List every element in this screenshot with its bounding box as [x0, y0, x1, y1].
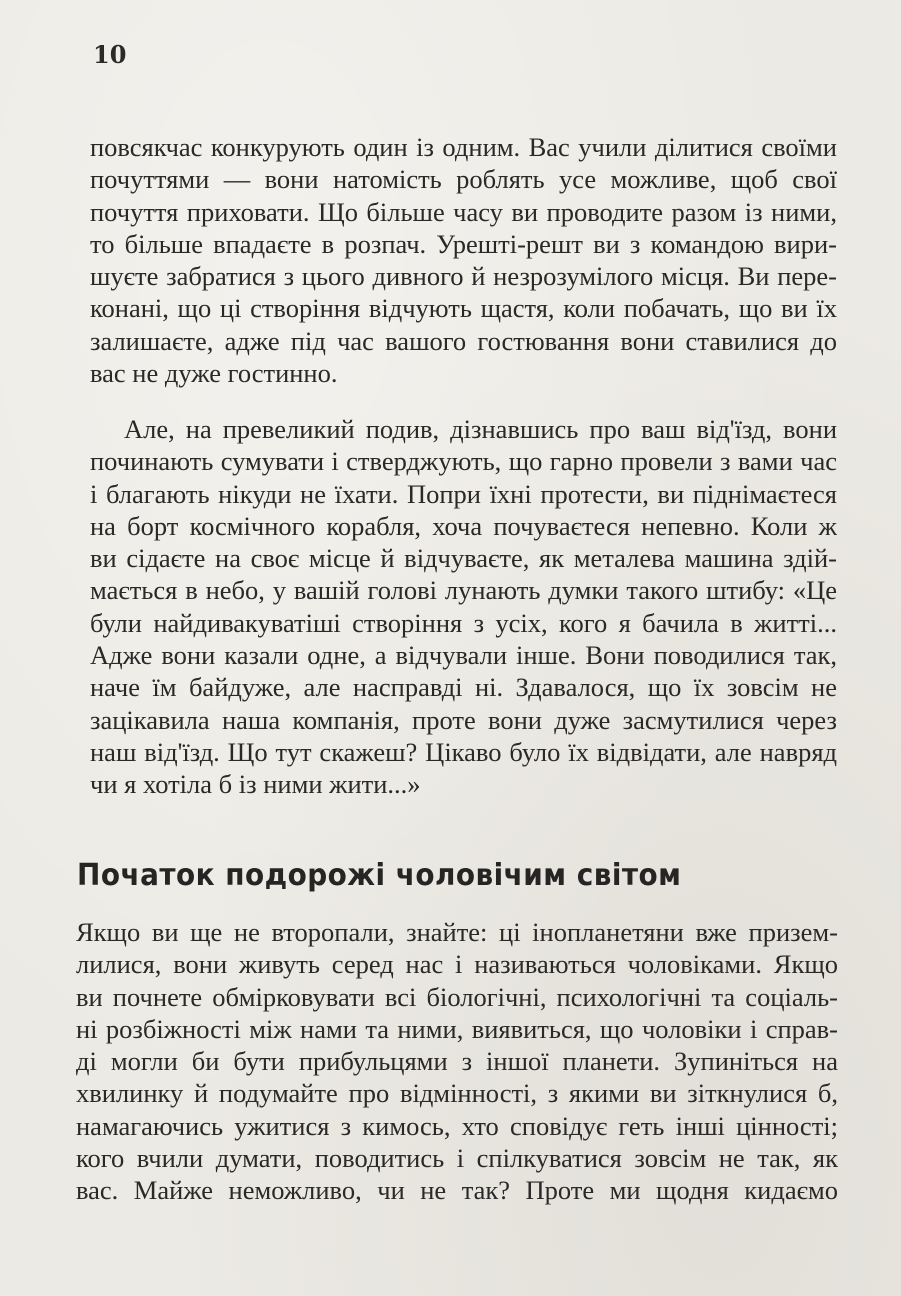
text-line: були найдивакуватіші створіння з усіх, кого я бачила в житті... [90, 607, 837, 638]
text-line: вас. Майже неможливо, чи не так? Проте ми щодня кидаємо [76, 1175, 838, 1206]
text-line: хвилинку й подумайте про відмінності, з якими ви зіткнулися б, [76, 1078, 838, 1109]
text-line: почуття приховати. Що більше часу ви проводите разом із ними, [90, 196, 837, 227]
text-line: наш від'їзд. Що тут скажеш? Цікаво було їх відвідати, але навряд [90, 736, 837, 767]
text-line: зацікавила наша компанія, проте вони дуже засмутилися через [90, 704, 837, 735]
text-line: ні розбіжності між нами та ними, виявиться, що чоловіки і справ- [76, 1013, 838, 1044]
text-line: на борт космічного корабля, хоча почуваєтеся непевно. Коли ж [90, 510, 837, 541]
text-line: лилися, вони живуть серед нас і називаються чоловіками. Якщо [76, 949, 838, 980]
text-line: почуттями — вони натомість роблять усе можливе, щоб свої [90, 164, 837, 195]
text-line: кого вчили думати, поводитись і спілкуватися зовсім не так, як [76, 1143, 838, 1174]
text-line: повсякчас конкурують один із одним. Вас учили ділитися своїми [90, 132, 837, 162]
text-line: вас не дуже гостинно. [90, 358, 338, 389]
text-line: ви сідаєте на своє місце й відчуваєте, як металева машина здій- [90, 543, 837, 574]
text-line: Якщо ви ще не второпали, знайте: ці інопланетяни вже призем- [76, 917, 838, 947]
text-line: конані, що ці створіння відчують щастя, коли побачать, що ви їх [90, 293, 837, 324]
paragraph-2 [90, 413, 837, 801]
text-line: чи я хотіла б із ними жити...» [90, 769, 421, 800]
text-line: намагаючись ужитися з кимось, хто сповідує геть інші цінності; [76, 1110, 838, 1141]
text-line: залишаєте, адже під час вашого гостювання вони ставилися до [90, 325, 837, 356]
text-line: починають сумувати і стверджують, що гарно провели з вами час [90, 446, 837, 477]
text-line: то більше впадаєте в розпач. Урешті-решт ви з командою вири- [90, 228, 837, 259]
text-line: Адже вони казали одне, а відчували інше. Вони поводилися так, [90, 640, 837, 671]
section-heading: Початок подорожі чоловічим світом [77, 858, 682, 893]
paragraph-3 [76, 916, 838, 1207]
page-number: 10 [93, 40, 127, 69]
text-line: наче їм байдуже, але насправді ні. Здавалося, що їх зовсім не [90, 672, 837, 703]
text-line: і благають нікуди не їхати. Попри їхні протести, ви піднімаєтеся [90, 478, 837, 509]
text-line: Але, на превеликий подив, дізнавшись про ваш від'їзд, вони [124, 414, 837, 444]
text-line: ді могли би бути прибульцями з іншої планети. Зупиніться на [76, 1046, 838, 1077]
text-line: ви почнете обмірковувати всі біологічні, психологічні та соціаль- [76, 981, 838, 1012]
text-line: шуєте забратися з цього дивного й незрозумілого місця. Ви пере- [90, 261, 837, 292]
paragraph-1 [90, 131, 837, 389]
text-line: мається в небо, у вашій голові лунають думки такого штибу: «Це [90, 575, 837, 606]
